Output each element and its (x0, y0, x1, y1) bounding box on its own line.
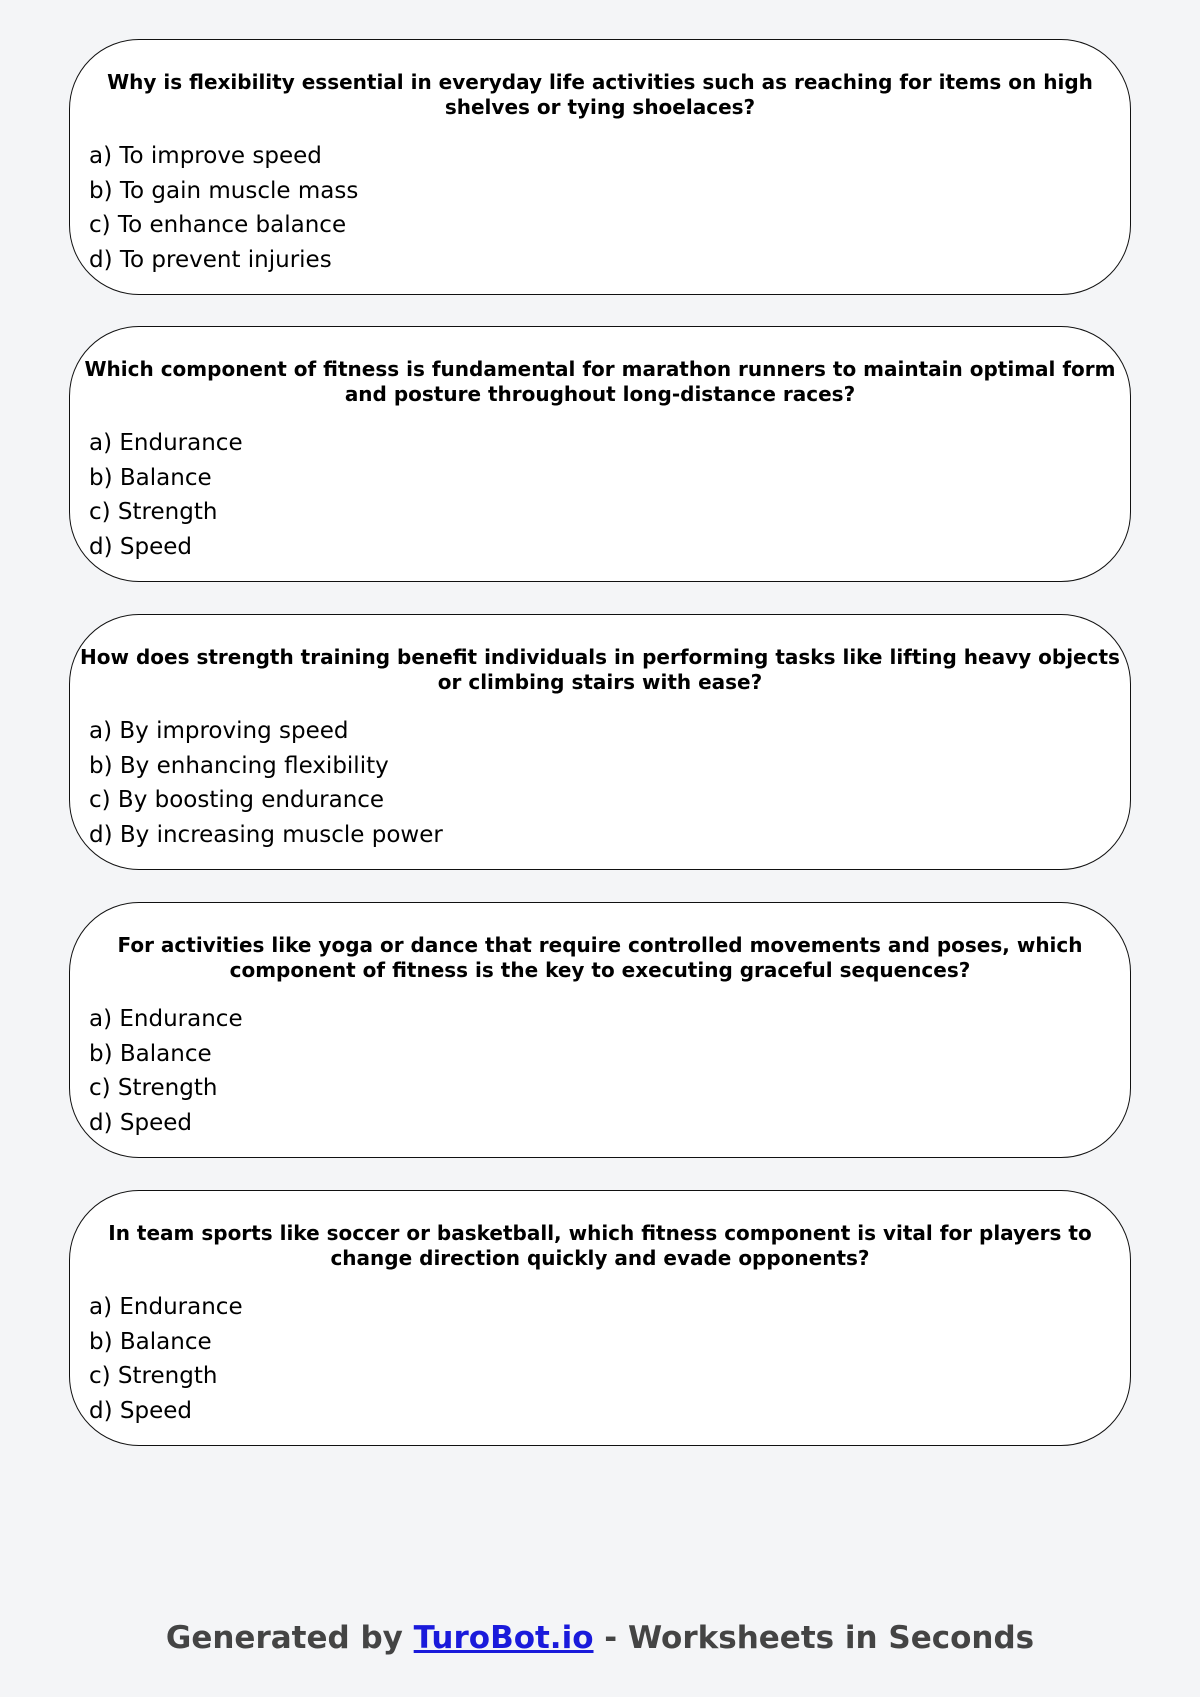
footer-suffix: - Worksheets in Seconds (593, 1620, 1035, 1656)
option-c: c) Strength (89, 1363, 218, 1389)
option-d: d) Speed (89, 533, 192, 560)
question-text: Why is flexibility essential in everyday life activities such as reaching for items on high shelves or tying shoelaces? (107, 70, 1093, 119)
question-card-4 (69, 902, 1131, 1158)
option-b: b) By enhancing flexibility (89, 752, 389, 779)
option-b: b) Balance (89, 1328, 212, 1355)
turobot-link[interactable]: TuroBot.io (413, 1620, 594, 1656)
option-b: b) Balance (89, 1040, 212, 1067)
question-card-2 (69, 326, 1131, 582)
question-card-1 (69, 39, 1131, 295)
option-a: a) Endurance (89, 430, 243, 456)
question-text: How does strength training benefit individuals in performing tasks like lifting heavy objects or climbing stairs with ease? (80, 645, 1120, 694)
question-card-3 (69, 614, 1131, 870)
question-text: In team sports like soccer or basketball, which fitness component is vital for players to change direction quickly and evade opponents? (108, 1221, 1092, 1270)
options-list (89, 426, 243, 564)
option-b: b) To gain muscle mass (89, 177, 359, 204)
option-c: c) To enhance balance (89, 212, 347, 238)
question-text: For activities like yoga or dance that require controlled movements and poses, which component of fitness is the key to executing graceful sequences? (117, 933, 1083, 982)
question-card-5 (69, 1190, 1131, 1446)
option-a: a) To improve speed (89, 143, 322, 169)
option-d: d) To prevent injuries (89, 246, 332, 273)
option-c: c) By boosting endurance (89, 787, 385, 813)
options-list (89, 714, 443, 852)
option-b: b) Balance (89, 464, 212, 491)
option-d: d) By increasing muscle power (89, 821, 443, 848)
option-d: d) Speed (89, 1109, 192, 1136)
option-d: d) Speed (89, 1397, 192, 1424)
option-a: a) By improving speed (89, 718, 349, 744)
options-list (89, 1290, 243, 1428)
options-list (89, 1002, 243, 1140)
footer-prefix: Generated by (165, 1620, 414, 1656)
option-a: a) Endurance (89, 1294, 243, 1320)
option-a: a) Endurance (89, 1006, 243, 1032)
options-list (89, 139, 358, 277)
question-text: Which component of fitness is fundamental for marathon runners to maintain optimal form and posture throughout long-distance races? (84, 357, 1116, 406)
option-c: c) Strength (89, 1075, 218, 1101)
footer (0, 1618, 1200, 1658)
option-c: c) Strength (89, 499, 218, 525)
